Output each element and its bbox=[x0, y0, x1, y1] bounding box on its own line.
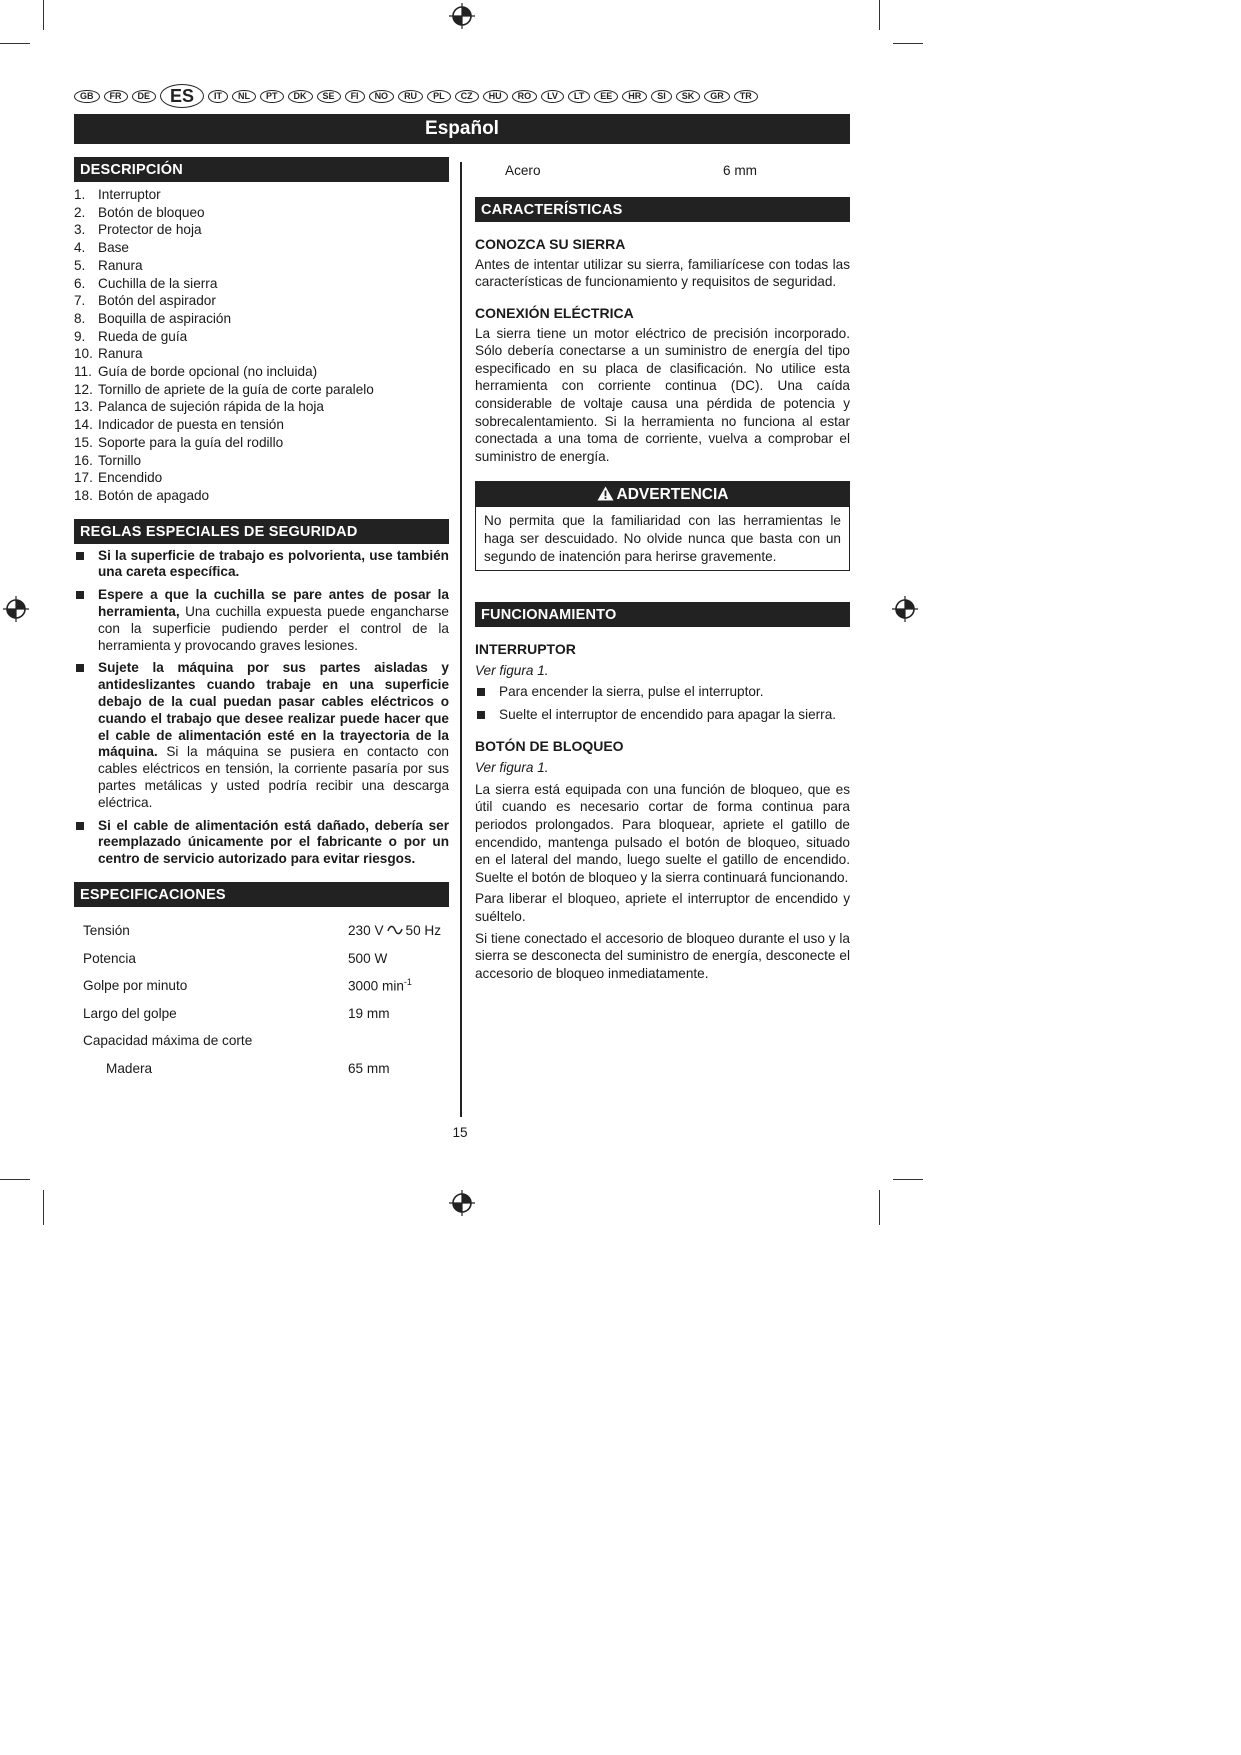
bullet-text: Una cuchilla expuesta puede engancharse con la superficie pudiendo perder el control de la herramienta y provocando graves lesiones. bbox=[98, 604, 449, 653]
bloqueo-paragraph: La sierra está equipada con una función de bloqueo, que es útil cuando es necesario cortar de forma continua para periodos prolongados. Para bloquear, apriete el gatillo de encendido, mantenga pulsado el botón de bloqueo, situado en el lateral del mando, luego suelte el gatillo de encendido. Suelte el botón de bloqueo y la sierra continuará funcionando. bbox=[475, 781, 850, 885]
crop-mark bbox=[893, 1179, 923, 1180]
spec-value bbox=[348, 1027, 449, 1055]
item-text: Encendido bbox=[98, 470, 163, 486]
registration-mark-icon bbox=[449, 1190, 475, 1216]
list-item bbox=[74, 310, 449, 328]
bullet-text: Para encender la sierra, pulse el interruptor. bbox=[499, 684, 764, 700]
conexion-text: La sierra tiene un motor eléctrico de precisión incorporado. Sólo debería conectarse a un suministro de energía del tipo especificado en su placa de clasificación. No utilice esta herramienta con corriente continua (DC). Una caída considerable de voltaje causa una pérdida de potencia y sobrecalentamiento. Si la herramienta no funciona al estar conectada a una toma de corriente, vuelva a comprobar el suministro de energía. bbox=[475, 325, 850, 464]
warning-box bbox=[475, 481, 850, 571]
list-item bbox=[74, 345, 449, 363]
conexion-heading: CONEXIÓN ELÉCTRICA bbox=[475, 304, 634, 321]
bloqueo-heading: BOTÓN DE BLOQUEO bbox=[475, 737, 624, 754]
spec-label: Acero bbox=[505, 163, 541, 179]
item-text: Botón de apagado bbox=[98, 487, 210, 503]
item-text: Palanca de sujeción rápida de la hoja bbox=[98, 399, 324, 415]
registration-mark-icon bbox=[449, 3, 475, 29]
descripcion-list bbox=[74, 186, 449, 505]
spec-table-continued bbox=[475, 157, 850, 185]
item-number: 17. bbox=[74, 470, 93, 486]
item-number: 9. bbox=[74, 328, 86, 344]
spec-row bbox=[74, 1000, 449, 1028]
item-text: Tornillo bbox=[98, 452, 142, 468]
bullet-bold-text: Espere a que la cuchilla se pare antes de posar la herramienta, bbox=[98, 587, 449, 620]
list-item bbox=[74, 221, 449, 239]
item-text: Botón del aspirador bbox=[98, 293, 216, 309]
language-bar bbox=[74, 83, 854, 109]
spec-value-text: 230 V bbox=[348, 923, 384, 939]
warning-title: ADVERTENCIA bbox=[616, 486, 729, 504]
bloqueo-paragraph: Si tiene conectado el accesorio de bloqueo durante el uso y la sierra se desconecta del suministro de energía, desconecte el accesorio de bloqueo inmediatamente. bbox=[475, 930, 850, 981]
item-number: 11. bbox=[74, 364, 92, 380]
language-tab-ru: RU bbox=[398, 90, 423, 103]
language-tab-it: IT bbox=[208, 90, 228, 103]
bullet-square-icon bbox=[76, 822, 84, 830]
item-number: 12. bbox=[74, 381, 93, 397]
bloqueo-figure-ref: Ver figura 1. bbox=[475, 759, 549, 775]
bullet-square-icon bbox=[76, 591, 84, 599]
conozca-heading: CONOZCA SU SIERRA bbox=[475, 235, 626, 252]
list-item bbox=[74, 487, 449, 505]
language-tab-pt: PT bbox=[260, 90, 284, 103]
list-item bbox=[74, 363, 449, 381]
item-number: 15. bbox=[74, 434, 93, 450]
bullet-square-icon bbox=[477, 711, 485, 719]
descripcion-heading: DESCRIPCIÓN bbox=[74, 157, 449, 182]
reglas-heading: REGLAS ESPECIALES DE SEGURIDAD bbox=[74, 519, 449, 544]
crop-mark bbox=[0, 1179, 30, 1180]
item-text: Ranura bbox=[98, 346, 143, 362]
list-item bbox=[74, 292, 449, 310]
spec-row bbox=[74, 917, 449, 945]
language-tab-pl: PL bbox=[427, 90, 451, 103]
language-tab-gb: GB bbox=[74, 90, 100, 103]
language-tab-lt: LT bbox=[568, 90, 590, 103]
crop-mark bbox=[43, 0, 44, 30]
language-tab-sk: SK bbox=[676, 90, 701, 103]
item-text: Tornillo de apriete de la guía de corte paralelo bbox=[98, 381, 374, 397]
item-number: 16. bbox=[74, 452, 93, 468]
item-number: 14. bbox=[74, 417, 93, 433]
warning-triangle-icon bbox=[597, 486, 614, 501]
item-text: Interruptor bbox=[98, 187, 161, 202]
item-number: 2. bbox=[74, 204, 86, 220]
language-tab-ro: RO bbox=[512, 90, 538, 103]
list-item bbox=[74, 328, 449, 346]
item-number: 6. bbox=[74, 275, 86, 291]
bullet-bold-text: Si el cable de alimentación está dañado, debería ser reemplazado únicamente por el fabricante o por un centro de servicio autorizado para evitar riesgos. bbox=[98, 817, 449, 867]
crop-mark bbox=[879, 1190, 880, 1225]
registration-mark-icon bbox=[892, 596, 918, 622]
warning-text: No permita que la familiaridad con las herramientas le haga ser descuidado. No olvide nunca que basta con un segundo de inatención para herirse gravemente. bbox=[484, 513, 841, 564]
list-item bbox=[74, 239, 449, 257]
spec-value bbox=[348, 917, 449, 945]
spec-value bbox=[348, 945, 449, 973]
bullet-text: Si la máquina se pusiera en contacto con cables eléctricos en tensión, la corriente pasaría por sus partes metálicas y usted podría recibir una descarga eléctrica. bbox=[98, 744, 449, 810]
item-number: 5. bbox=[74, 257, 86, 273]
crop-mark bbox=[43, 1190, 44, 1225]
language-tab-fi: FI bbox=[345, 90, 365, 103]
item-number: 4. bbox=[74, 240, 86, 256]
spec-label: Tensión bbox=[83, 923, 130, 939]
spec-label: Madera bbox=[106, 1060, 153, 1076]
crop-mark bbox=[879, 0, 880, 30]
spec-value-text: 3000 min bbox=[348, 979, 404, 995]
item-text: Boquilla de aspiración bbox=[98, 310, 232, 326]
bullet-item bbox=[74, 548, 449, 582]
spec-row bbox=[74, 1055, 449, 1083]
spec-value bbox=[348, 1000, 449, 1028]
list-item bbox=[74, 398, 449, 416]
list-item bbox=[74, 416, 449, 434]
list-item bbox=[74, 186, 449, 204]
spec-row bbox=[74, 972, 449, 1000]
item-number: 18. bbox=[74, 487, 93, 503]
warning-heading bbox=[476, 482, 849, 507]
spec-value-text: 500 W bbox=[348, 950, 388, 966]
spec-value: 6 mm bbox=[723, 163, 757, 179]
language-tab-de: DE bbox=[132, 90, 157, 103]
item-number: 13. bbox=[74, 399, 93, 415]
spec-label: Golpe por minuto bbox=[83, 978, 188, 994]
item-text: Indicador de puesta en tensión bbox=[98, 417, 284, 433]
spec-value bbox=[348, 1055, 449, 1083]
item-text: Base bbox=[98, 240, 129, 256]
item-number: 10. bbox=[74, 346, 93, 362]
item-number: 1. bbox=[74, 187, 86, 202]
bullet-item bbox=[74, 818, 449, 868]
language-tab-dk: DK bbox=[288, 90, 313, 103]
item-number: 3. bbox=[74, 222, 86, 238]
list-item bbox=[74, 434, 449, 452]
spec-value-text: 65 mm bbox=[348, 1060, 390, 1076]
bullet-bold-text: Si la superficie de trabajo es polvorienta, use también una careta específica. bbox=[98, 547, 449, 580]
language-tab-es: ES bbox=[160, 84, 204, 108]
caracteristicas-heading: CARACTERÍSTICAS bbox=[475, 197, 850, 222]
item-number: 8. bbox=[74, 310, 86, 326]
spec-label: Potencia bbox=[83, 950, 136, 966]
language-tab-no: NO bbox=[369, 90, 395, 103]
bullet-square-icon bbox=[76, 552, 84, 560]
spec-frequency: 50 Hz bbox=[405, 923, 442, 939]
language-tab-ee: EE bbox=[594, 90, 618, 103]
bullet-item bbox=[475, 707, 850, 724]
list-item bbox=[74, 469, 449, 487]
list-item bbox=[74, 275, 449, 293]
page-number: 15 bbox=[452, 1125, 468, 1140]
spec-value bbox=[348, 972, 449, 1000]
reglas-list bbox=[74, 548, 449, 868]
language-tab-se: SE bbox=[317, 90, 341, 103]
item-text: Guía de borde opcional (no incluida) bbox=[98, 364, 318, 380]
item-text: Soporte para la guía del rodillo bbox=[98, 434, 284, 450]
crop-mark bbox=[893, 43, 923, 44]
spec-label: Largo del golpe bbox=[83, 1005, 177, 1021]
language-tab-hu: HU bbox=[483, 90, 508, 103]
bullet-square-icon bbox=[477, 688, 485, 696]
item-text: Ranura bbox=[98, 257, 143, 273]
page-title: Español bbox=[74, 114, 850, 144]
list-item bbox=[74, 204, 449, 222]
list-item bbox=[74, 381, 449, 399]
spec-row bbox=[475, 157, 850, 185]
language-tab-tr: TR bbox=[734, 90, 758, 103]
bullet-square-icon bbox=[76, 664, 84, 672]
bullet-item bbox=[475, 684, 850, 701]
interruptor-heading: INTERRUPTOR bbox=[475, 641, 576, 658]
item-text: Protector de hoja bbox=[98, 222, 202, 238]
ac-wave-icon bbox=[387, 925, 403, 935]
language-tab-cz: CZ bbox=[455, 90, 479, 103]
bullet-item bbox=[74, 587, 449, 654]
item-text: Cuchilla de la sierra bbox=[98, 275, 218, 291]
spec-table bbox=[74, 917, 449, 1082]
bullet-bold-text: Sujete la máquina por sus partes aisladas y antideslizantes cuando trabaje en una superficie debajo de la cual puedan pasar cables eléctricos o cuando el trabajo que desee realizar puede hacer que el cable de alimentación esté en la trayectoria de la máquina. bbox=[98, 660, 449, 760]
item-text: Rueda de guía bbox=[98, 328, 188, 344]
language-tab-gr: GR bbox=[704, 90, 730, 103]
especificaciones-heading: ESPECIFICACIONES bbox=[74, 882, 449, 907]
language-tab-lv: LV bbox=[541, 90, 564, 103]
spec-row bbox=[74, 1027, 449, 1055]
language-tab-fr: FR bbox=[104, 90, 128, 103]
crop-mark bbox=[0, 43, 30, 44]
language-tab-si: SI bbox=[651, 90, 672, 103]
column-divider bbox=[460, 162, 462, 1117]
spec-label: Capacidad máxima de corte bbox=[83, 1033, 253, 1049]
language-tab-hr: HR bbox=[622, 90, 647, 103]
item-number: 7. bbox=[74, 293, 86, 309]
interruptor-figure-ref: Ver figura 1. bbox=[475, 663, 549, 679]
right-column bbox=[475, 157, 850, 982]
spec-superscript: -1 bbox=[403, 977, 412, 988]
interruptor-list bbox=[475, 684, 850, 724]
registration-mark-icon bbox=[3, 596, 29, 622]
left-column bbox=[74, 157, 449, 1082]
bloqueo-paragraph: Para liberar el bloqueo, apriete el interruptor de encendido y suéltelo. bbox=[475, 891, 850, 924]
funcionamiento-heading: FUNCIONAMIENTO bbox=[475, 602, 850, 627]
list-item bbox=[74, 257, 449, 275]
item-text: Botón de bloqueo bbox=[98, 204, 205, 220]
spec-value-text: 19 mm bbox=[348, 1005, 390, 1021]
conozca-text: Antes de intentar utilizar su sierra, familiarícese con todas las características de funcionamiento y requisitos de seguridad. bbox=[475, 256, 850, 290]
language-tab-nl: NL bbox=[232, 90, 256, 103]
list-item bbox=[74, 452, 449, 470]
bullet-text: Suelte el interruptor de encendido para apagar la sierra. bbox=[499, 707, 837, 723]
bullet-item bbox=[74, 660, 449, 811]
spec-row bbox=[74, 945, 449, 973]
